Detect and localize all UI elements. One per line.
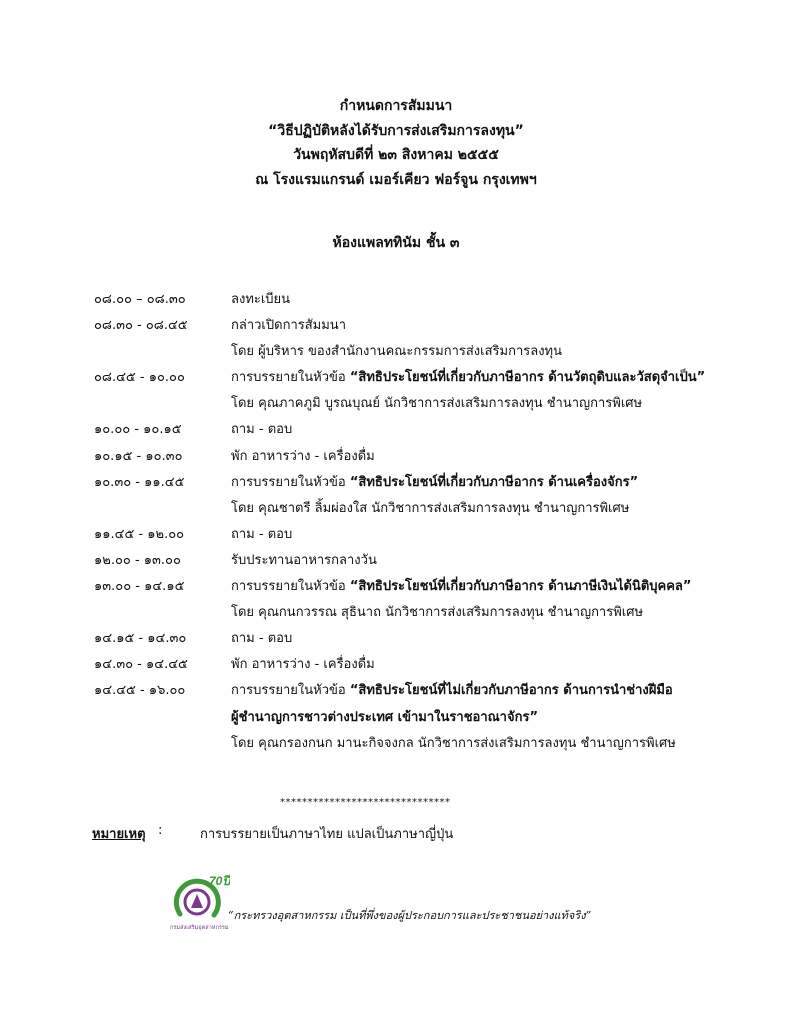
schedule-time: ๑๐.๓๐ - ๑๑.๔๕ (94, 474, 185, 490)
lecture-topic: “สิทธิประโยชน์ที่ไม่เกี่ยวกับภาษีอากร ด้านการนำช่างฝีมือ (349, 683, 673, 699)
schedule-row (94, 440, 754, 466)
lecture-topic-continued: ผู้ชำนาญการชาวต่างประเทศ เข้ามาในราชอาณาจักร” (231, 709, 538, 725)
schedule-desc: พัก อาหารว่าง - เครื่องดื่ม (231, 657, 375, 673)
schedule-row (94, 622, 754, 648)
separator-stars: ******************************* (280, 797, 451, 808)
schedule-time: ๑๓.๐๐ - ๑๔.๑๕ (94, 579, 185, 595)
schedule-time: ๐๘.๔๕ - ๑๐.๐๐ (94, 370, 185, 386)
lecture-topic: “สิทธิประโยชน์ที่เกี่ยวกับภาษีอากร ด้านวัตถุดิบและวัสดุจำเป็น” (349, 370, 706, 386)
schedule-desc: โดย คุณชาตรี ลิ้มผ่องใส นักวิชาการส่งเสริมการลงทุน ชำนาญการพิเศษ (231, 500, 630, 516)
schedule-row (94, 648, 754, 674)
footer-slogan: “กระทรวงอุตสาหกรรม เป็นที่พึ่งของผู้ประกอบการและประชาชนอย่างแท้จริง” (228, 909, 592, 922)
schedule-row (94, 518, 754, 544)
lecture-prefix: การบรรยายในหัวข้อ (231, 370, 350, 386)
schedule-time: ๑๐.๐๐ - ๑๐.๑๕ (94, 422, 182, 438)
schedule-row (94, 283, 754, 309)
schedule-row (94, 701, 754, 727)
schedule-desc: รับประทานอาหารกลางวัน (231, 552, 377, 568)
schedule-row (94, 596, 754, 622)
schedule-time: ๑๔.๑๕ - ๑๔.๓๐ (94, 631, 187, 647)
schedule-time: ๐๘.๐๐ – ๐๘.๓๐ (94, 292, 186, 307)
document-header (0, 94, 792, 192)
schedule-time: ๑๑.๔๕ - ๑๒.๐๐ (94, 526, 185, 542)
header-topic: “วิธีปฏิบัติหลังได้รับการส่งเสริมการลงทุน” (268, 122, 524, 139)
schedule-row (94, 335, 754, 361)
schedule-time: ๑๔.๔๕ - ๑๖.๐๐ (94, 683, 186, 699)
note-line (92, 823, 454, 844)
schedule-row (94, 466, 754, 492)
lecture-prefix: การบรรยายในหัวข้อ (231, 579, 350, 595)
logo-caption: กรมส่งเสริมอุตสาหกรรม (170, 925, 229, 931)
schedule-desc: โดย คุณกรองกนก มานะกิจจงกล นักวิชาการส่งเสริมการลงทุน ชำนาญการพิเศษ (231, 735, 676, 751)
schedule-desc (231, 575, 691, 596)
note-label: หมายเหตุ (92, 827, 146, 842)
schedule-desc (231, 706, 538, 727)
header-venue: ณ โรงแรมแกรนด์ เมอร์เคียว ฟอร์จูน กรุงเทพฯ (255, 171, 537, 188)
header-title: กำหนดการสัมมนา (339, 98, 453, 114)
schedule-desc: โดย คุณภาคภูมิ บูรณบุณย์ นักวิชาการส่งเสริมการลงทุน ชำนาญการพิเศษ (231, 396, 643, 412)
schedule-time: ๑๒.๐๐ - ๑๓.๐๐ (94, 552, 181, 568)
note-text: การบรรยายเป็นภาษาไทย แปลเป็นภาษาญี่ปุ่น (200, 827, 454, 842)
schedule-table (94, 283, 754, 753)
schedule-desc (231, 679, 673, 700)
schedule-desc: โดย คุณกนกวรรณ สุธินาถ นักวิชาการส่งเสริมการลงทุน ชำนาญการพิเศษ (231, 605, 644, 621)
schedule-time: ๑๔.๓๐ - ๑๔.๔๕ (94, 657, 188, 673)
dip-70th-anniversary-logo (168, 870, 230, 932)
lecture-topic: “สิทธิประโยชน์ที่เกี่ยวกับภาษีอากร ด้านภาษีเงินได้นิติบุคคล” (349, 579, 692, 595)
room-heading: ห้องแพลททินัม ชั้น ๓ (332, 235, 460, 251)
schedule-desc: กล่าวเปิดการสัมมนา (231, 318, 346, 334)
schedule-row (94, 544, 754, 570)
schedule-row (94, 361, 754, 387)
schedule-desc: ถาม - ตอบ (231, 631, 293, 647)
schedule-row (94, 413, 754, 439)
lecture-topic: “สิทธิประโยชน์ที่เกี่ยวกับภาษีอากร ด้านเครื่องจักร” (349, 474, 639, 490)
header-date: วันพฤหัสบดีที่ ๒๓ สิงหาคม ๒๕๕๕ (293, 147, 499, 163)
logo-emblem-icon (191, 894, 203, 908)
schedule-row (94, 387, 754, 413)
schedule-desc: ลงทะเบียน (231, 292, 291, 307)
schedule-time: ๐๘.๓๐ - ๐๘.๔๕ (94, 318, 188, 334)
logo-badge: 70ปี (209, 874, 230, 888)
schedule-desc: โดย ผู้บริหาร ของสำนักงานคณะกรรมการส่งเสริมการลงทุน (231, 344, 563, 360)
schedule-row (94, 674, 754, 700)
schedule-desc (231, 366, 705, 387)
schedule-row (94, 570, 754, 596)
note-colon: : (158, 823, 163, 838)
schedule-time: ๑๐.๑๕ - ๑๐.๓๐ (94, 448, 183, 464)
schedule-desc: ถาม - ตอบ (231, 422, 293, 438)
schedule-row (94, 727, 754, 753)
schedule-desc: พัก อาหารว่าง - เครื่องดื่ม (231, 448, 375, 464)
schedule-row (94, 492, 754, 518)
lecture-prefix: การบรรยายในหัวข้อ (231, 683, 350, 699)
schedule-row (94, 309, 754, 335)
schedule-desc (231, 471, 638, 492)
lecture-prefix: การบรรยายในหัวข้อ (231, 474, 350, 490)
schedule-desc: ถาม - ตอบ (231, 526, 293, 542)
